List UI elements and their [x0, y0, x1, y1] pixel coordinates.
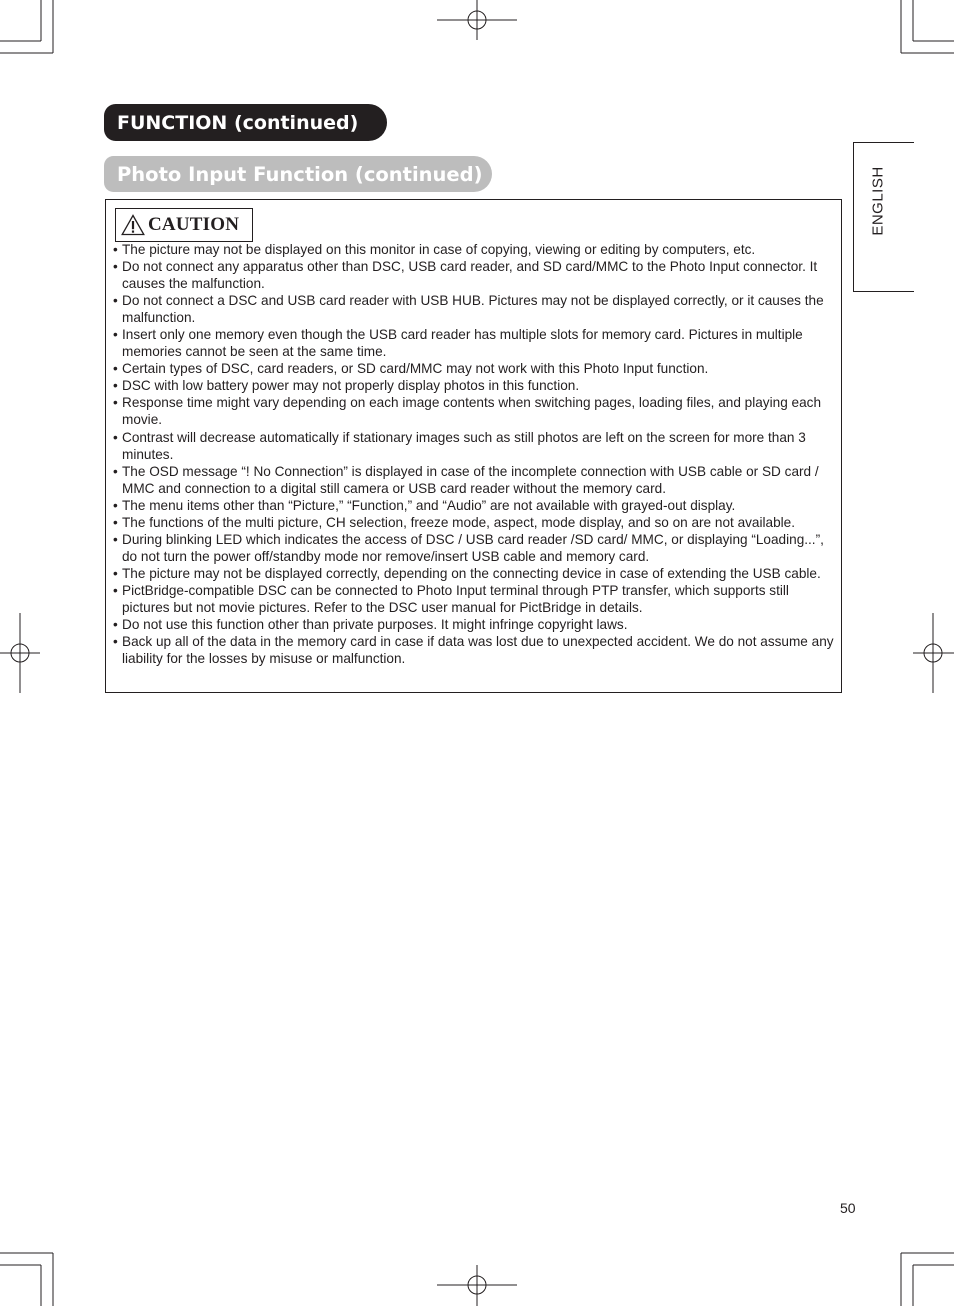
caution-item: • Do not connect any apparatus other than DSC, USB card reader, and SD card/MMC to the Photo Input connector. It causes the malfunction.	[113, 259, 818, 292]
bullet-icon: •	[113, 242, 118, 257]
warning-triangle-icon	[121, 214, 145, 236]
section-title-text: FUNCTION (continued)	[117, 111, 359, 134]
caution-item: • The OSD message “! No Connection” is displayed in case of the incomplete connection with USB cable or SD card / MMC and connection to a digital still camera or USB card reader without the memory card.	[113, 463, 819, 496]
caution-item: • Back up all of the data in the memory card in case if data was lost due to unexpected accident. We do not assume any liability for the losses by misuse or malfunction.	[113, 634, 834, 667]
caution-item: • DSC with low battery power may not properly display photos in this function.	[113, 378, 580, 394]
bullet-icon: •	[113, 429, 118, 445]
bullet-icon: •	[113, 634, 118, 650]
bullet-icon: •	[113, 395, 118, 411]
caution-item: • During blinking LED which indicates the access of DSC / USB card reader /SD card/ MMC, or displaying “Loading...”, do not turn the power off/standby mode nor remove/insert USB cable and memory card.	[113, 531, 824, 564]
caution-item: • The functions of the multi picture, CH selection, freeze mode, aspect, mode display, and so on are not available.	[113, 514, 796, 530]
caution-item: • Response time might vary depending on each image contents when switching pages, loading files, and playing each movie.	[113, 395, 822, 428]
bullet-icon: •	[113, 327, 118, 343]
section-title	[104, 104, 387, 141]
caution-box	[105, 199, 842, 693]
caution-label-text: CAUTION	[148, 214, 240, 235]
page-number: 50	[840, 1200, 856, 1216]
bullet-icon: •	[113, 531, 118, 547]
caution-item: • Insert only one memory even though the USB card reader has multiple slots for memory card. Pictures in multiple memories cannot be seen at the same time.	[113, 327, 803, 360]
caution-item: • The picture may not be displayed on this monitor in case of copying, viewing or editing by computers, etc.	[113, 242, 756, 257]
language-side-tab	[853, 142, 914, 292]
subsection-title	[104, 156, 492, 192]
caution-item: • Do not connect a DSC and USB card reader with USB HUB. Pictures may not be displayed correctly, or it causes the malfunction.	[113, 293, 824, 326]
bullet-icon: •	[113, 463, 118, 479]
bullet-icon: •	[113, 497, 118, 513]
caution-label	[115, 208, 253, 242]
caution-item: • Contrast will decrease automatically if stationary images such as still photos are left on the screen for more than 3 minutes.	[113, 429, 806, 462]
bullet-icon: •	[113, 361, 118, 377]
caution-item: • PictBridge-compatible DSC can be connected to Photo Input terminal through PTP transfer, which supports still pictures but not movie pictures. Refer to the DSC user manual for PictBridge in details.	[113, 582, 789, 615]
subsection-title-text: Photo Input Function (continued)	[117, 162, 483, 186]
bullet-icon: •	[113, 565, 118, 581]
bullet-icon: •	[113, 617, 118, 633]
bullet-icon: •	[113, 514, 118, 530]
bullet-icon: •	[113, 378, 118, 394]
caution-item: • Certain types of DSC, card readers, or SD card/MMC may not work with this Photo Input function.	[113, 361, 709, 377]
bullet-icon: •	[113, 259, 118, 275]
caution-list	[113, 241, 839, 667]
caution-item: • Do not use this function other than private purposes. It might infringe copyright laws.	[113, 617, 628, 633]
bullet-icon: •	[113, 582, 118, 598]
language-label: ENGLISH	[869, 166, 887, 236]
caution-item: • The menu items other than “Picture,” “Function,” and “Audio” are not available with grayed-out display.	[113, 497, 736, 513]
bullet-icon: •	[113, 293, 118, 309]
caution-item: • The picture may not be displayed correctly, depending on the connecting device in case of extending the USB cable.	[113, 565, 821, 581]
